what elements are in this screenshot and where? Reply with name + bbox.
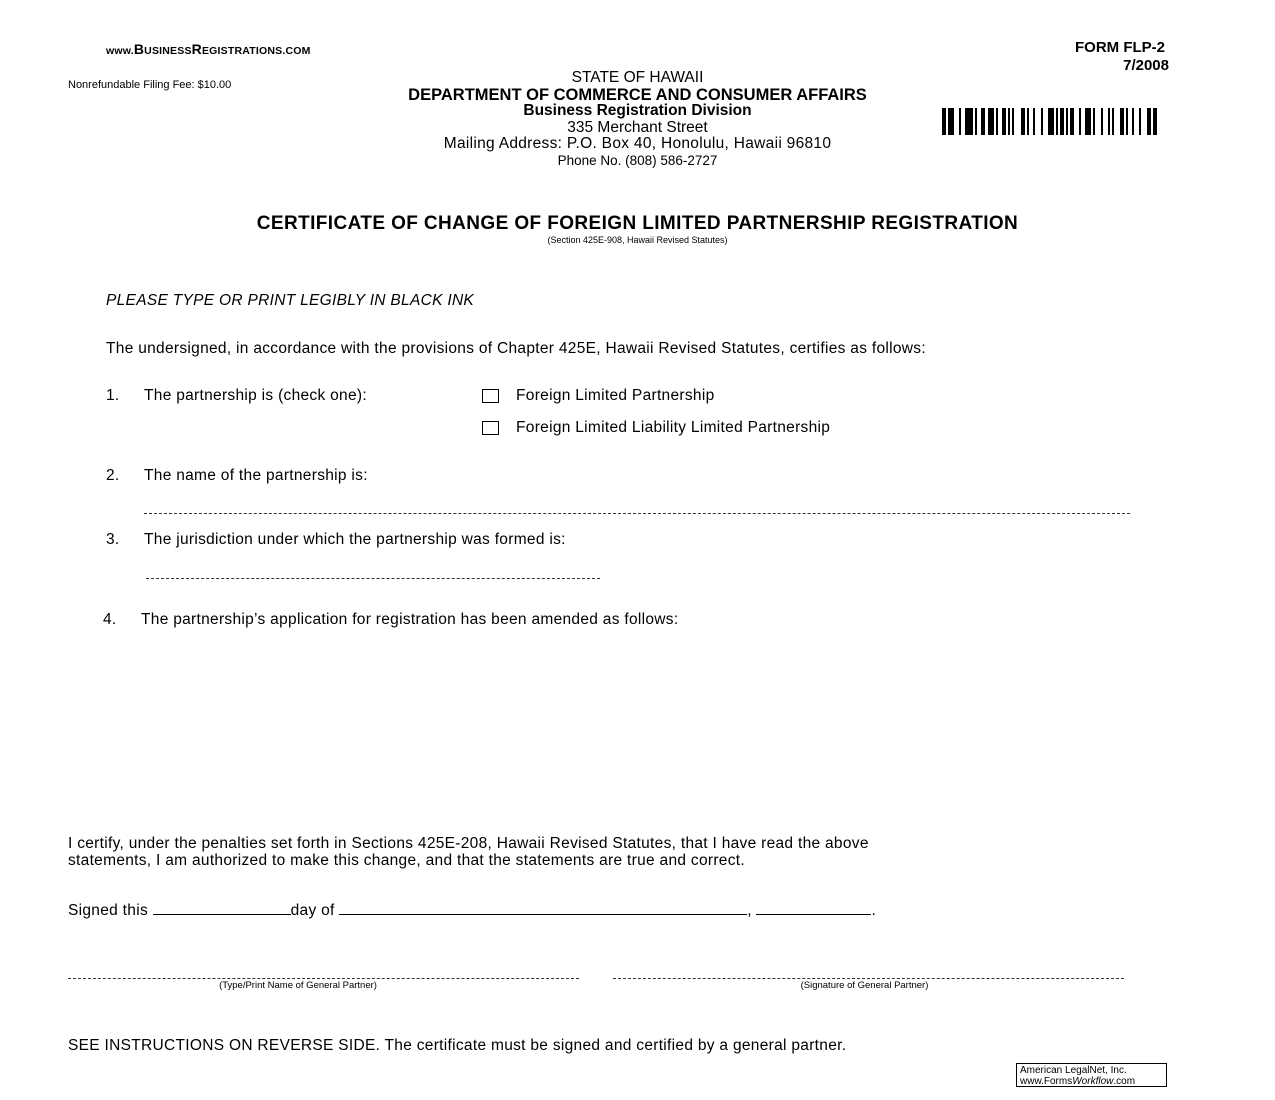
url-prefix: www. [106, 45, 134, 57]
barcode-icon [942, 108, 1162, 135]
certification-statement [68, 835, 869, 869]
ink-instruction: PLEASE TYPE OR PRINT LEGIBLY IN BLACK INK [106, 292, 475, 309]
signed-this-label: Signed this [68, 902, 148, 919]
month-field[interactable] [339, 900, 747, 915]
intro-statement: The undersigned, in accordance with the provisions of Chapter 425E, Hawaii Revised Statutes, certifies as follows: [106, 340, 926, 357]
filing-fee: Nonrefundable Filing Fee: $10.00 [68, 79, 232, 91]
website-url [106, 41, 311, 57]
form-title: CERTIFICATE OF CHANGE OF FOREIGN LIMITED PARTNERSHIP REGISTRATION [256, 213, 1019, 234]
url-usiness: USINESS [144, 45, 192, 57]
legalnet-name: American LegalNet, Inc. [1020, 1065, 1127, 1076]
partnership-type-option-1[interactable] [482, 389, 499, 403]
division-name: Business Registration Division [523, 102, 752, 119]
department-name: DEPARTMENT OF COMMERCE AND CONSUMER AFFAIRS [408, 85, 867, 104]
footer-instructions: SEE INSTRUCTIONS ON REVERSE SIDE. The certificate must be signed and certified by a general partner. [68, 1037, 847, 1054]
item-1-text: The partnership is (check one): [144, 387, 367, 404]
url-letter-r: R [191, 41, 202, 57]
form-subtitle: (Section 425E-908, Hawaii Revised Statutes) [547, 235, 728, 245]
item-1-number: 1. [106, 387, 120, 404]
item-3-text: The jurisdiction under which the partnership was formed is: [144, 531, 566, 548]
legalnet-badge [1016, 1063, 1167, 1087]
state-name: STATE OF HAWAII [571, 69, 704, 86]
day-of-label: day of [290, 902, 335, 919]
foreign-lp-label: Foreign Limited Partnership [516, 387, 715, 404]
street-address: 335 Merchant Street [567, 118, 708, 136]
day-field[interactable] [153, 900, 291, 915]
general-partner-name-field[interactable] [68, 978, 579, 979]
partnership-type-option-2[interactable] [482, 421, 499, 435]
year-field[interactable] [756, 900, 871, 915]
legalnet-url-workflow: Workflow [1072, 1076, 1114, 1087]
form-date: 7/2008 [1123, 57, 1169, 74]
url-letter-b: B [133, 41, 145, 57]
barcode-bar [965, 108, 973, 135]
item-4-text: The partnership’s application for registration has been amended as follows: [141, 611, 679, 628]
item-4-number: 4. [103, 611, 117, 628]
period: . [871, 902, 877, 919]
signature-field-label: (Signature of General Partner) [800, 980, 929, 991]
general-partner-signature-field[interactable] [613, 978, 1124, 979]
legalnet-url-prefix: www.Forms [1020, 1076, 1073, 1087]
signed-date-line [68, 900, 876, 920]
url-egistrations: EGISTRATIONS.COM [201, 45, 311, 57]
certification-line-1: I certify, under the penalties set forth in Sections 425E-208, Hawaii Revised Statutes, that I have read the above [68, 835, 869, 852]
legalnet-url [1020, 1076, 1163, 1087]
item-3-number: 3. [106, 531, 120, 548]
foreign-lp-checkbox[interactable] [482, 389, 499, 403]
mailing-address: Mailing Address: P.O. Box 40, Honolulu, Hawaii 96810 [443, 135, 832, 152]
barcode-bar [1157, 108, 1161, 135]
comma: , [747, 902, 752, 919]
form-number: FORM FLP-2 [1075, 39, 1165, 56]
amendment-text-area[interactable] [141, 640, 1131, 820]
certification-line-2: statements, I am authorized to make this change, and that the statements are true and correct. [68, 852, 745, 869]
partnership-name-field[interactable] [144, 513, 1130, 514]
foreign-lllp-label: Foreign Limited Liability Limited Partnership [516, 419, 831, 436]
phone-number: Phone No. (808) 586-2727 [557, 152, 718, 168]
jurisdiction-field[interactable] [146, 578, 600, 579]
legalnet-url-suffix: .com [1113, 1076, 1136, 1087]
item-2-text: The name of the partnership is: [144, 467, 368, 484]
foreign-lllp-checkbox[interactable] [482, 421, 499, 435]
item-2-number: 2. [106, 467, 120, 484]
name-field-label: (Type/Print Name of General Partner) [219, 980, 377, 991]
